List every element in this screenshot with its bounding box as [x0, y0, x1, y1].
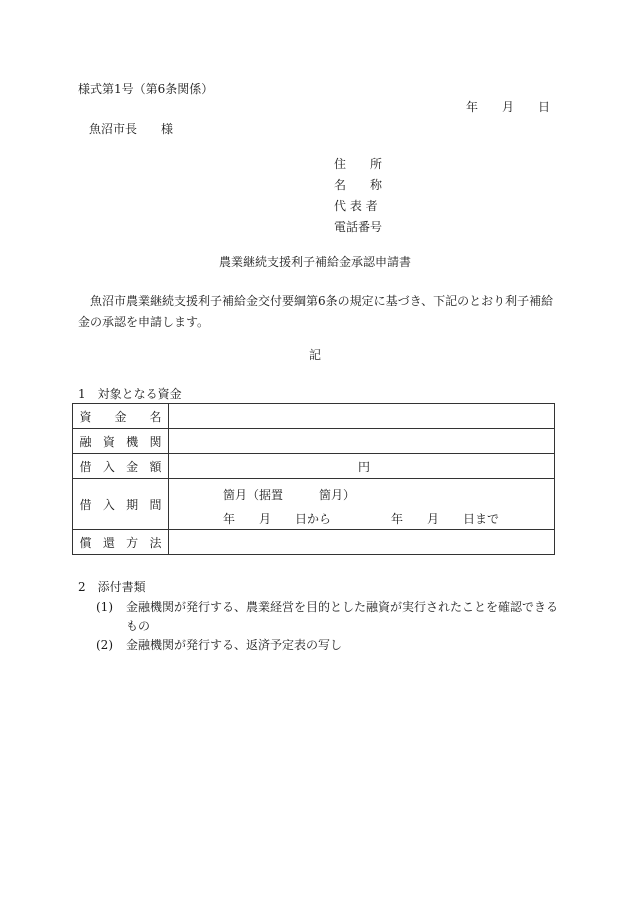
sender-address-label: 住 所 — [334, 157, 383, 171]
lender-label: 融資機関 — [79, 434, 162, 449]
section2-heading: 2 添付書類 — [78, 580, 146, 594]
loan-amount-value[interactable] — [169, 454, 555, 479]
item-number: (2) — [96, 638, 113, 652]
sender-phone-label: 電話番号 — [334, 220, 383, 234]
loan-period-label: 借入期間 — [79, 497, 162, 512]
item-text: 金融機関が発行する、返済予定表の写し — [126, 638, 343, 652]
yen-unit: 円 — [358, 460, 371, 474]
date-line — [466, 99, 550, 115]
table-row — [73, 479, 555, 530]
sender-fields — [334, 156, 382, 240]
lender-value[interactable] — [169, 429, 555, 454]
section1-heading: 1 対象となる資金 — [78, 387, 182, 401]
date-day: 日 — [538, 100, 551, 114]
table-row — [73, 429, 555, 454]
loan-period-value[interactable] — [169, 479, 555, 530]
fund-table — [72, 403, 555, 555]
body-text: 魚沼市農業継続支援利子補給金交付要綱第6条の規定に基づき、下記のとおり利子補給金の承認を申請します。 — [78, 294, 554, 329]
period-dates: 年 月 日から 年 月 日まで — [223, 512, 500, 526]
form-number: 様式第1号（第6条関係） — [78, 82, 214, 96]
repayment-method-label: 償還方法 — [79, 535, 162, 550]
date-year: 年 — [466, 100, 479, 114]
date-month: 月 — [502, 100, 515, 114]
document-title: 農業継続支援利子補給金承認申請書 — [218, 255, 411, 269]
list-item — [96, 598, 566, 636]
ki-heading: 記 — [308, 348, 321, 362]
table-row — [73, 530, 555, 555]
addressee: 魚沼市長 様 — [89, 122, 174, 136]
fund-name-label: 資金名 — [79, 409, 162, 424]
sender-name-label: 名 称 — [334, 178, 383, 192]
item-text: 金融機関が発行する、農業経営を目的とした融資が実行されたことを確認できるもの — [126, 600, 559, 633]
list-item — [96, 636, 566, 655]
loan-amount-label: 借入金額 — [79, 459, 162, 474]
fund-name-value[interactable] — [169, 404, 555, 429]
table-row — [73, 454, 555, 479]
table-row — [73, 404, 555, 429]
repayment-method-value[interactable] — [169, 530, 555, 555]
sender-representative-label: 代 表 者 — [334, 199, 378, 213]
period-months: 箇月（据置 箇月） — [223, 488, 356, 502]
item-number: (1) — [96, 600, 113, 614]
